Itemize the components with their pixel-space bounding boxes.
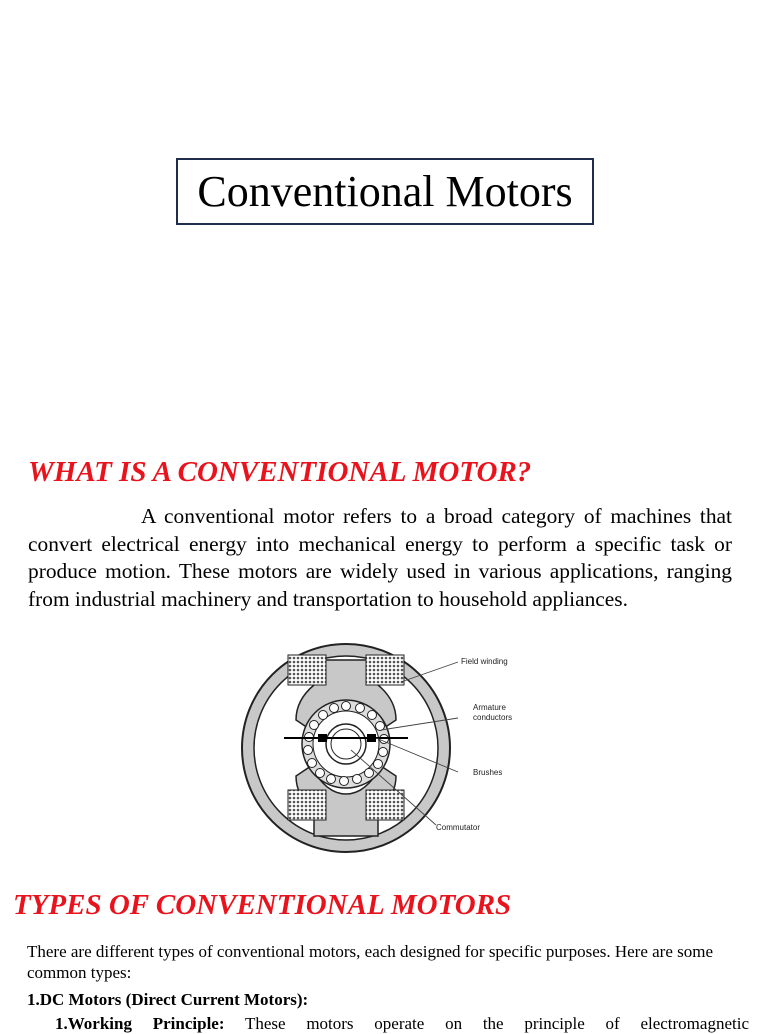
types-intro-paragraph: There are different types of conventional motors, each designed for specific purposes. Here are some common types: [27, 942, 714, 982]
point-label: 1.Working Principle: [55, 1014, 225, 1033]
point-text: These motors operate on the principle of electromagnetic [244, 1014, 749, 1033]
section-heading-types: TYPES OF CONVENTIONAL MOTORS [13, 889, 512, 921]
label-commutator: Commutator [436, 823, 481, 832]
dc-motors-subheading: 1.DC Motors (Direct Current Motors): [27, 990, 309, 1009]
label-brushes: Brushes [473, 768, 503, 777]
dc-motor-diagram [236, 640, 513, 840]
section-heading-what-is: WHAT IS A CONVENTIONAL MOTOR? [28, 456, 532, 488]
label-armature: Armature [473, 703, 506, 712]
label-field-winding: Field winding [461, 657, 508, 666]
label-conductors: conductors [473, 713, 513, 722]
working-principle-point [55, 1013, 749, 1034]
intro-paragraph: A conventional motor refers to a broad category of machines that convert electrical energy into mechanical energy to perform a specific task or produce motion. These motors are widely used in various applications, ranging from industrial machinery and transportation to household appliances. [28, 504, 732, 611]
page-title: Conventional Motors [176, 158, 594, 225]
